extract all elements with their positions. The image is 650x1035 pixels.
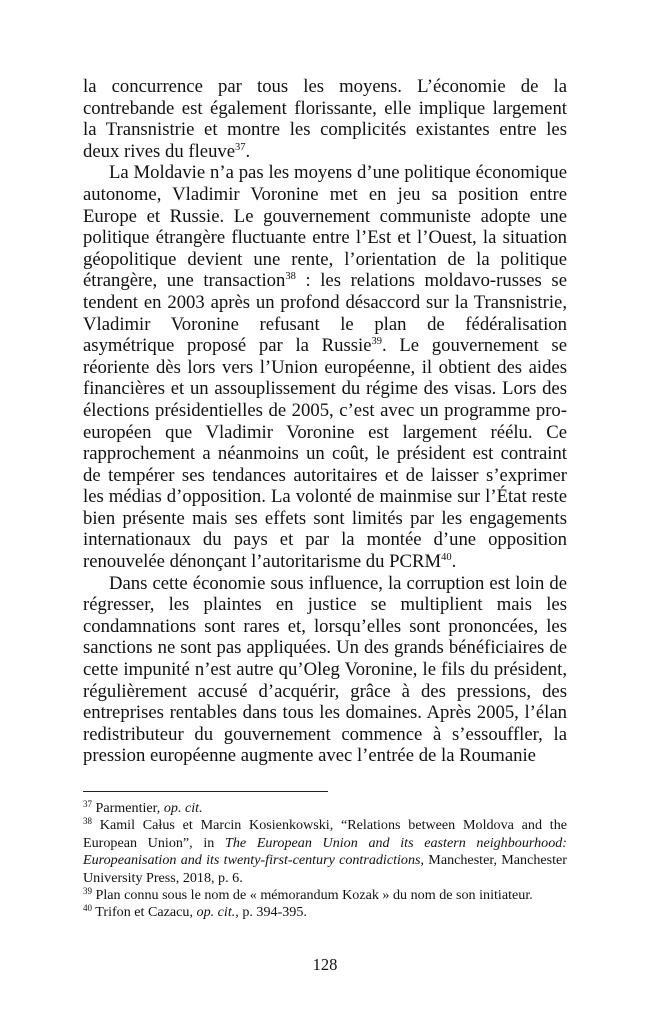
text-run: .: [245, 140, 251, 162]
italic-text: op. cit.: [163, 800, 203, 816]
footnotes: [83, 800, 567, 922]
footnote-ref: 37: [83, 799, 92, 809]
text-run: , p. 394-395.: [235, 904, 307, 921]
text-run: Dans cette économie sous influence, la corruption est loin de régresser, les plaintes en justice se multiplient mais les condamnations sont rares et, lorsqu’elles sont prononcées, les sanctions ne sont pas appliquées. Un des grands bénéficiaires de cette impunité n’est autre qu’Oleg Voronine, le fils du président, régulièrement accusé d’acquérir, grâce à des pressions, des entreprises rentables dans tous les domaines. Après 2005, l’élan redistributeur du gouvernement commence à s’essouffler, la pression européenne augmente avec l’entrée de la Roumanie: [83, 572, 567, 767]
text-run: la concurrence par tous les moyens. L’économie de la contrebande est également florissante, elle implique largement la Transnistrie et montre les complicités existantes entre les deux rives du fleuve: [83, 76, 567, 162]
text-run: . Le gouvernement se réoriente dès lors vers l’Union européenne, il obtient des aides financières et un assouplissement du régime des visas. Lors des élections présidentielles de 2005, c’est avec un programme pro-européen que Vladimir Voronine est largement réélu. Ce rapprochement a néanmoins un coût, le président est contraint de tempérer ses tendances autoritaires et de laisser s’exprimer les médias d’opposition. La volonté de mainmise sur l’État reste bien présente mais ses effets sont limités par les engagements internationaux du pays et par la montée d’une opposition renouvelée dénonçant l’autoritarisme du PCRM: [83, 335, 567, 573]
text-run: Parmentier,: [92, 800, 164, 816]
footnote-37: [83, 800, 567, 817]
text-run: Kamil Całus et Marcin Kosienkowski, “Relations between Moldova and the European Union”, in: [83, 817, 567, 851]
paragraph-3: [83, 573, 567, 767]
paragraph-2: [83, 162, 567, 572]
main-text: [83, 76, 567, 767]
footnote-ref: 40: [83, 903, 92, 914]
page-number: 128: [312, 955, 338, 974]
text-run: , Manchester, Manchester University Press, 2018, p. 6.: [83, 852, 568, 886]
italic-text: op. cit.: [196, 904, 236, 921]
footnote-ref: 37: [235, 141, 246, 153]
text-run: : les relations moldavo-russes se tendent en 2003 après un profond désaccord sur la Transnistrie, Vladimir Voronine refusant le plan de fédéralisation asymétrique proposé par la Russie: [83, 270, 567, 357]
text-run: Plan connu sous le nom de « mémorandum Kozak » du nom de son initiateur.: [92, 887, 533, 904]
footnote-separator: [83, 791, 328, 792]
text-run: Trifon et Cazacu,: [92, 904, 197, 921]
footnote-ref: 40: [441, 552, 452, 564]
italic-text: The European Union and its eastern neighbourhood: Europeanisation and its twenty-first-century contradictions: [83, 834, 567, 869]
footnote-ref: 39: [83, 886, 92, 897]
footnote-ref: 38: [285, 271, 296, 283]
footnote-ref: 39: [371, 336, 383, 348]
footnote-ref: 38: [83, 816, 92, 827]
text-run: La Moldavie n’a pas les moyens d’une politique économique autonome, Vladimir Voronine met en jeu sa position entre Europe et Russie. Le gouvernement communiste adopte une politique étrangère fluctuante entre l’Est et l’Ouest, la situation géopolitique devient une rente, l’orientation de la politique étrangère, une transaction: [83, 162, 567, 292]
footnote-39: [83, 887, 567, 904]
footnote-40: [83, 904, 567, 921]
footnote-38: [83, 817, 567, 887]
text-run: .: [451, 551, 457, 573]
paragraph-1: [83, 76, 567, 162]
